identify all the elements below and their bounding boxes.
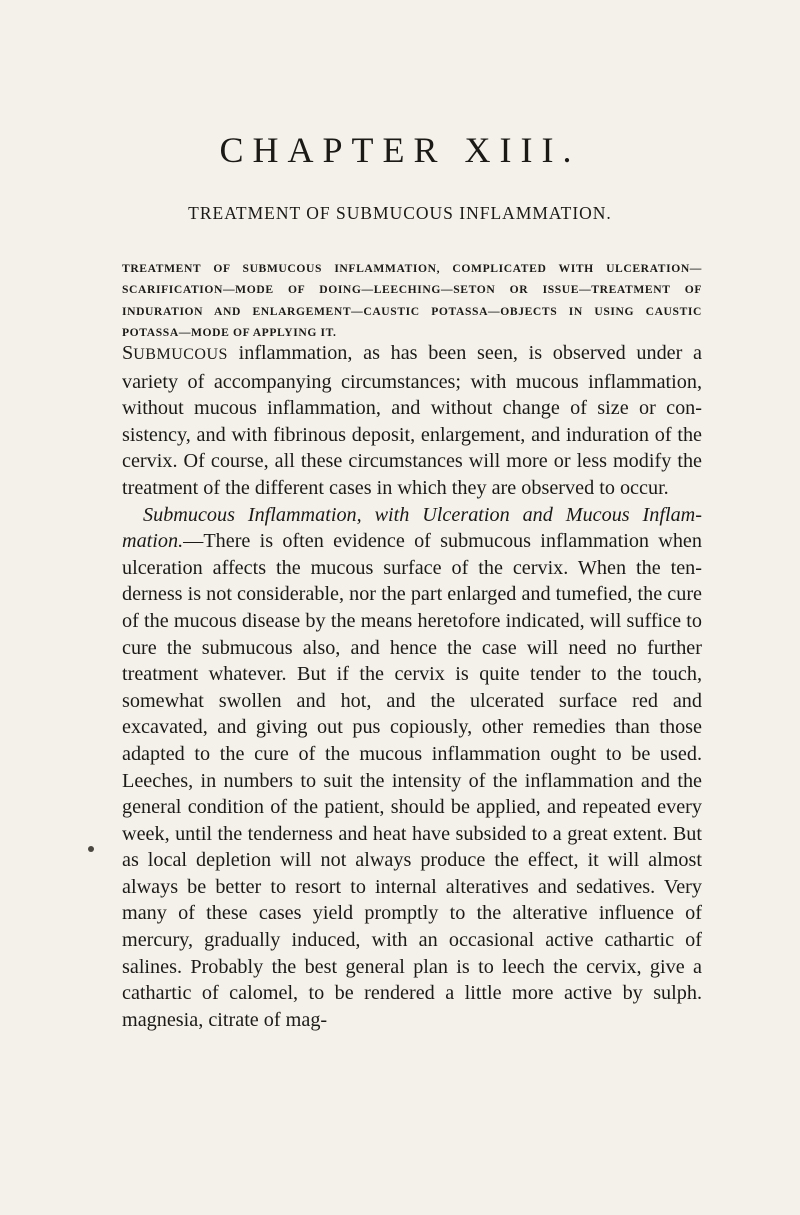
chapter-title: TREATMENT OF SUBMUCOUS INFLAMMATION. xyxy=(188,203,612,223)
section-heading: Submucous Inflammation, with Ulceration and Mucous Inflammation. xyxy=(122,503,702,553)
body-text xyxy=(122,340,702,1033)
chapter-synopsis: TREATMENT OF SUBMUCOUS INFLAMMATION, COMPLICATED WITH ULCERATION— SCARIFICATION—MODE OF DOING—LEECHING—SETON OR ISSUE—TREATMENT OF INDURATION AND ENLARGEMENT—CAUSTIC POTASSA—OBJECTS IN USING CAUSTIC POTASSA—MODE OF APPLYING IT. xyxy=(122,262,702,339)
margin-dot-mark xyxy=(88,846,94,852)
paragraph-2-text: —There is often evidence of submucous inflammation when ulceration affects the mucous surface of the cervix. When the tenderness is not considerable, nor the part enlarged and tumefied, the cure of the mucous disease by the means heretofore indicated, will suffice to cure the submucous also, and hence the case will need no further treatment whatever. But if the cervix is quite tender to the touch, somewhat swollen and hot, and the ulcerated surface red and excavated, and giving out pus copiously, other remedies than those adapted to the cure of the mucous inflammation ought to be used. Leeches, in numbers to suit the intensity of the inflammation and the general condition of the patient, should be applied, and repeated every week, until the tenderness and heat have subsided to a great extent. But as local depletion will not always produce the effect, it will almost always be better to resort to internal alteratives and sedatives. Very many of these cases yield promptly to the alterative influence of mercury, gradually induced, with an occasional active cathartic of salines. Probably the best general plan is to leech the cervix, give a cathartic of calomel, to be rendered a little more active by sulph. magnesia, citrate of mag- xyxy=(122,530,702,1031)
lead-small-caps: UBMUCOUS xyxy=(133,346,228,363)
lead-initial: S xyxy=(122,342,134,364)
paragraph-1-text: inflammation, as has been seen, is observed under a variety of accompanying circumstances; with mucous inflammation, without mucous inflammation, and without change of size or consistency, and with fibrinous deposit, enlargement, and induration of the cervix. Of course, all these circumstances will more or less modify the treatment of the different cases in which they are observed to occur. xyxy=(122,342,702,499)
paragraph-2 xyxy=(122,502,702,1034)
chapter-heading: CHAPTER XIII. xyxy=(219,130,581,170)
paragraph-1 xyxy=(122,340,702,502)
